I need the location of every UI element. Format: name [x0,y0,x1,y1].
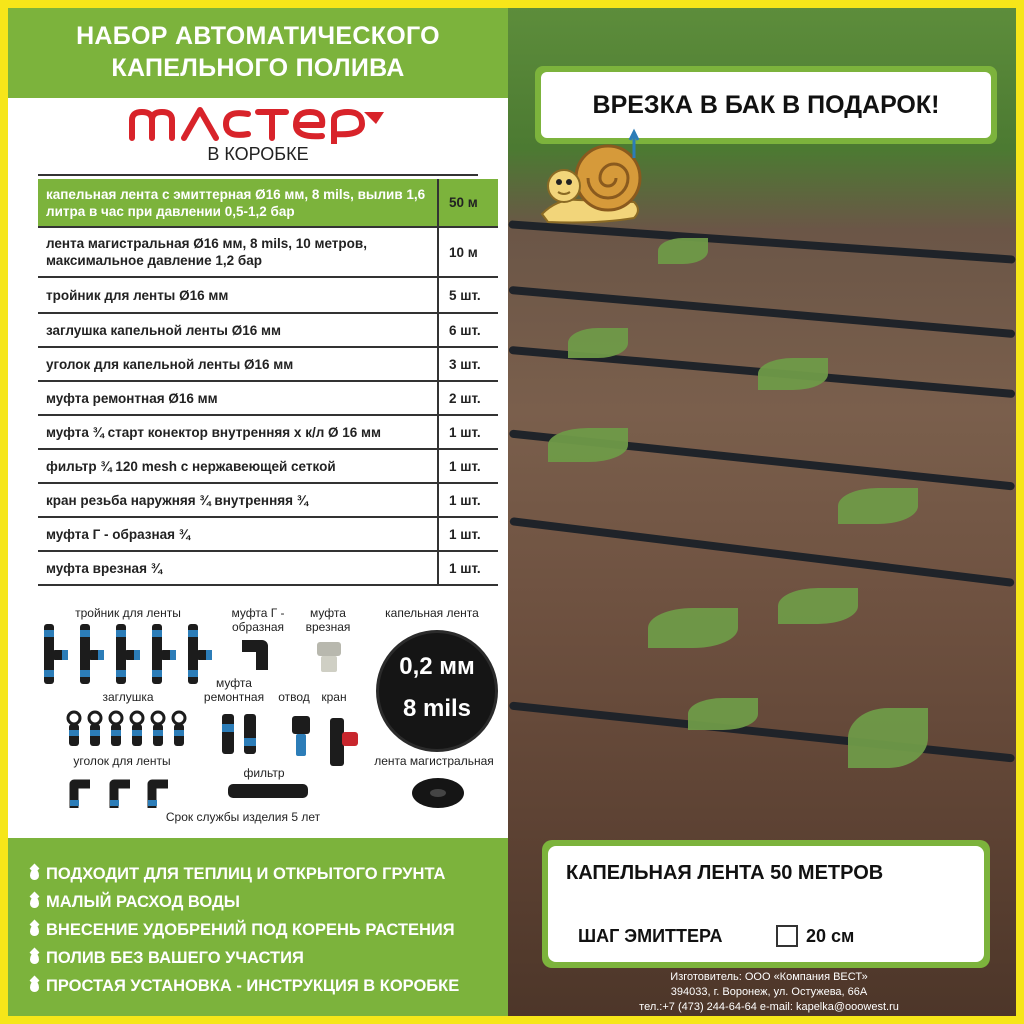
component-row [38,227,498,277]
components-table [38,179,498,586]
plug-icon [131,712,143,746]
part-label-corner: уголок для ленты [73,754,171,768]
component-name: уголок для капельной ленты Ø16 мм [38,347,438,381]
component-qty: 50 м [438,179,498,227]
tape-thickness-mils: 8 mils [402,695,472,722]
plug-icon [68,712,80,746]
component-qty: 10 м [438,227,498,277]
component-name: муфта ремонтная Ø16 мм [38,381,438,415]
poster [8,8,1016,1016]
component-qty: 1 шт. [438,483,498,517]
part-label-repair-coupling: муфта ремонтная [203,676,265,704]
component-name: заглушка капельной ленты Ø16 мм [38,313,438,347]
main-line-icon [408,776,468,810]
valve-icon [324,716,364,768]
drop-icon [30,897,39,908]
plant-leaf [548,428,628,462]
plant-leaf [848,708,928,768]
tee-icon [44,624,68,684]
drop-icon [30,981,39,992]
master-logo-icon [126,104,390,144]
part-label-filter: фильтр [243,766,285,780]
tape-length: КАПЕЛЬНАЯ ЛЕНТА 50 МЕТРОВ [566,862,884,884]
plug-icon [152,712,164,746]
component-row [38,415,498,449]
part-label-elbow-coupling: муфта Г - образная [231,606,285,634]
service-life: Срок службы изделия 5 лет [165,810,321,824]
tee-icon [80,624,104,684]
feature-text: ВНЕСЕНИЕ УДОБРЕНИЙ ПОД КОРЕНЬ РАСТЕНИЯ [46,921,455,939]
divider [38,174,478,176]
component-row [38,551,498,585]
tape-thickness-mm: 0,2 мм [399,653,475,680]
elbow-coupling-icon [236,636,276,676]
component-row [38,517,498,551]
component-row [38,313,498,347]
component-row [38,347,498,381]
manufacturer-info [604,970,934,1015]
component-qty: 6 шт. [438,313,498,347]
plug-icons [62,710,194,752]
feature-item [30,944,508,972]
tap-coupling-icon [313,638,345,678]
snail-mascot-icon [538,128,648,228]
page-title: НАБОР АВТОМАТИЧЕСКОГО КАПЕЛЬНОГО ПОЛИВА [76,22,440,82]
component-qty: 1 шт. [438,551,498,585]
brand-logo [108,104,408,174]
tee-fittings-icon [32,620,212,690]
drip-line [509,517,1014,587]
tee-icon [116,624,140,684]
filter-icon [226,780,310,804]
component-name: муфта ¾ старт конектор внутренняя х к/л Ø 16 мм [38,415,438,449]
component-name: муфта врезная ¾ [38,551,438,585]
plant-leaf [838,488,918,524]
left-panel [8,8,508,1016]
spec-inner [548,846,984,962]
part-label-valve: кран [321,690,347,704]
emitter-checkbox [776,925,798,947]
component-name: фильтр ¾ 120 mesh с нержавеющей сеткой [38,449,438,483]
feature-item [30,916,508,944]
spec-panel [542,840,990,968]
component-name: тройник для ленты Ø16 мм [38,277,438,313]
part-label-tap-coupling: муфта врезная [305,606,351,634]
drop-icon [30,869,39,880]
component-name: муфта Г - образная ¾ [38,517,438,551]
component-name: кран резьба наружняя ¾ внутренняя ¾ [38,483,438,517]
part-label-plug: заглушка [102,690,154,704]
component-qty: 3 шт. [438,347,498,381]
feature-item [30,888,508,916]
component-name: лента магистральная Ø16 мм, 8 mils, 10 метров, максимальное давление 1,2 бар [38,227,438,277]
component-row [38,277,498,313]
feature-item [30,860,508,888]
feature-text: ПРОСТАЯ УСТАНОВКА - ИНСТРУКЦИЯ В КОРОБКЕ [46,977,460,995]
header-band [8,8,508,98]
feature-item [30,972,508,1000]
emitter-spacing-label: ШАГ ЭМИТТЕРА [578,926,723,946]
tee-icon [188,624,212,684]
branch-icon [290,714,314,758]
manufacturer-contacts: тел.:+7 (473) 244-64-64 e-mail: kapelka@ooowest.ru [639,1001,899,1013]
plug-icon [89,712,101,746]
plant-leaf [658,238,708,264]
manufacturer-address: 394033, г. Воронеж, ул. Остужева, 66А [670,986,868,998]
component-qty: 1 шт. [438,449,498,483]
drop-icon [30,953,39,964]
plant-leaf [688,698,758,730]
manufacturer-name: Изготовитель: ООО «Компания ВЕСТ» [670,971,868,983]
features-panel [8,838,508,1016]
feature-text: МАЛЫЙ РАСХОД ВОДЫ [46,893,240,911]
drip-tape-roll [376,630,498,752]
plant-leaf [568,328,628,358]
component-row [38,449,498,483]
component-qty: 2 шт. [438,381,498,415]
part-label-branch: отвод [278,690,310,704]
component-name: капельная лента с эмиттерная Ø16 мм, 8 mils, вылив 1,6 литра в час при давлении 0,5-1,2 бар [38,179,438,227]
component-row [38,381,498,415]
component-qty: 1 шт. [438,415,498,449]
gift-text: ВРЕЗКА В БАК В ПОДАРОК! [541,72,991,138]
component-row [38,179,498,227]
part-label-tee: тройник для ленты [75,606,181,620]
component-qty: 5 шт. [438,277,498,313]
plug-icon [110,712,122,746]
plant-leaf [648,608,738,648]
component-row [38,483,498,517]
corner-fittings-icon [68,774,178,814]
feature-text: ПОЛИВ БЕЗ ВАШЕГО УЧАСТИЯ [46,949,304,967]
plug-icon [173,712,185,746]
feature-text: ПОДХОДИТ ДЛЯ ТЕПЛИЦ И ОТКРЫТОГО ГРУНТА [46,865,446,883]
emitter-spacing-value: 20 см [806,926,855,946]
repair-coupling-icon [218,710,266,760]
plant-leaf [778,588,858,624]
component-qty: 1 шт. [438,517,498,551]
plant-leaf [758,358,828,390]
drip-line [509,701,1015,762]
tee-icon [152,624,176,684]
logo-subtitle: В КОРОБКЕ [207,144,309,164]
part-label-main-line: лента магистральная [374,754,494,768]
drop-icon [30,925,39,936]
part-label-drip-tape: капельная лента [385,606,479,620]
